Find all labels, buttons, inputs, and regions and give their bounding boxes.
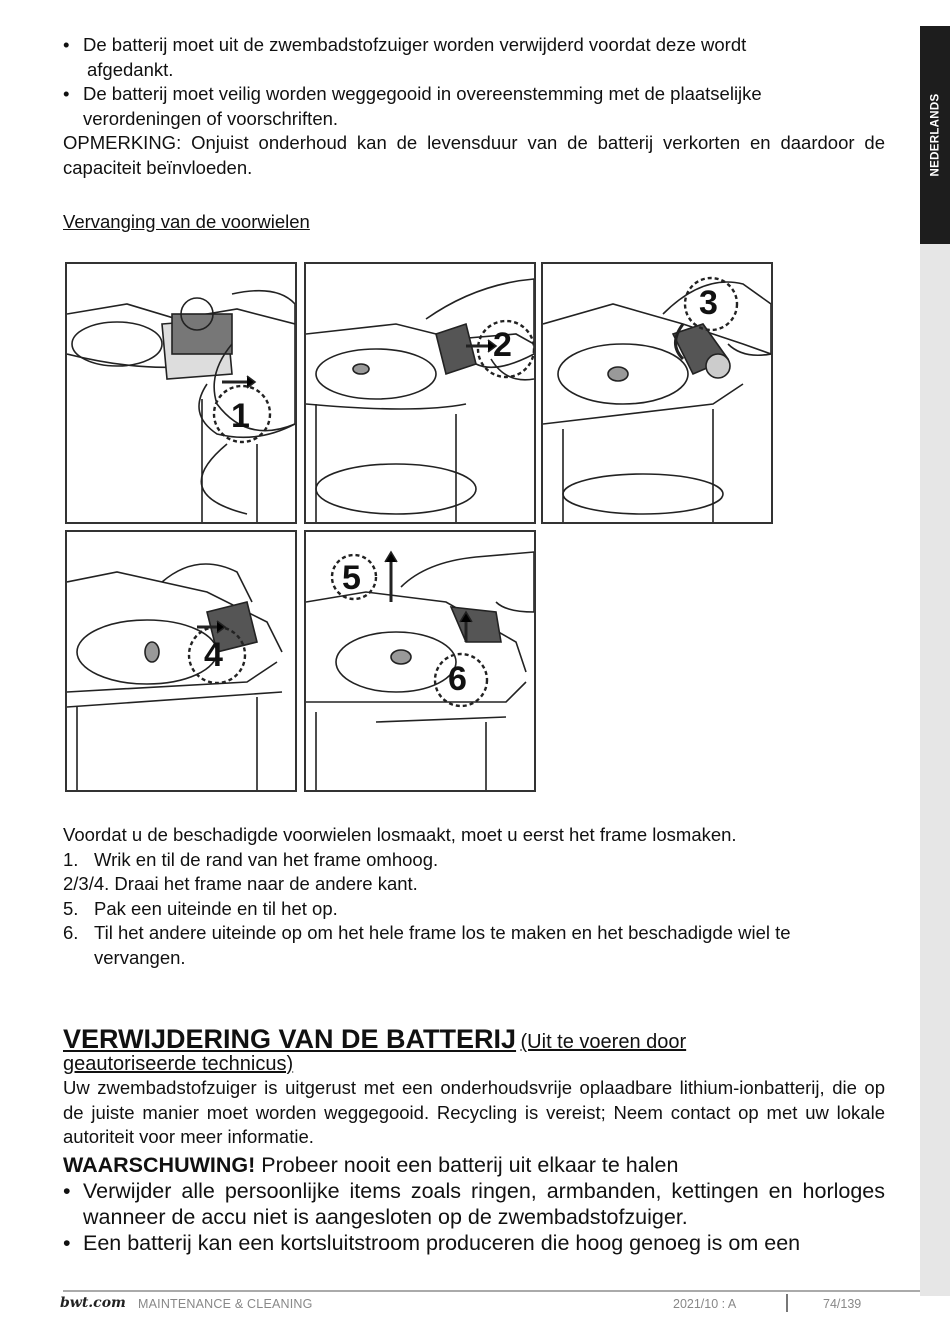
instruction-step-text: Wrik en til de rand van het frame omhoog. [94, 848, 439, 870]
step-number-6: 6 [448, 660, 467, 698]
panel-2-illustration [306, 264, 534, 522]
section-subtitle: (Uit te voeren door [520, 1031, 687, 1053]
instruction-step [63, 848, 885, 873]
step-number-3: 3 [699, 284, 718, 322]
instruction-step [63, 897, 885, 922]
instruction-step [63, 872, 885, 897]
wheel-replacement-figure [65, 262, 780, 792]
intro-bullet-line: De batterij moet uit de zwembadstofzuiger worden verwijderd voordat deze wordt [83, 34, 747, 55]
footer-section-name: MAINTENANCE & CLEANING [138, 1297, 313, 1311]
footer-divider [63, 1290, 920, 1292]
panel-4-illustration [67, 532, 295, 790]
footer-separator [786, 1294, 788, 1312]
footer-logo: bwt.com [60, 1295, 126, 1311]
step-number-5: 5 [342, 559, 361, 597]
instructions [63, 823, 885, 970]
footer-page-number: 74/139 [823, 1297, 862, 1311]
instruction-step-number: 1. [63, 848, 79, 870]
note-text: OPMERKING: Onjuist onderhoud kan de levensduur van de batterij verkorten en daardoor de capaciteit beïnvloeden. [63, 132, 885, 178]
language-tab-label-wrap [920, 26, 950, 244]
warning-label: WAARSCHUWING! [63, 1152, 256, 1177]
warning-text: Probeer nooit een batterij uit elkaar te halen [255, 1152, 679, 1177]
step-number-4: 4 [204, 636, 223, 674]
warning-bullet: • Een batterij kan een kortsluitstroom produceren die hoog genoeg is om een [63, 1230, 885, 1256]
language-tab-label: NEDERLANDS [929, 93, 941, 177]
instruction-step-text: 2/3/4. Draai het frame naar de andere kant. [63, 873, 418, 894]
intro-bullet-line: verordeningen of voorschriften. [83, 107, 339, 129]
step-number-2: 2 [493, 326, 512, 364]
figure-panel-1 [65, 262, 297, 524]
instruction-step-text: Pak een uiteinde en til het op. [94, 897, 338, 919]
section-subtitle-cont: geautoriseerde technicus) [63, 1053, 294, 1075]
footer-version: 2021/10 : A [673, 1297, 737, 1311]
panel-1-illustration [67, 264, 295, 522]
subheading: Vervanging van de voorwielen [63, 211, 310, 232]
figure-panel-5-6 [304, 530, 536, 792]
intro-block [63, 33, 885, 180]
figure-panel-4 [65, 530, 297, 792]
intro-bullet [63, 33, 885, 82]
panel-5-6-illustration [306, 532, 534, 790]
section-title: VERWIJDERING VAN DE BATTERIJ [63, 1024, 517, 1054]
warning-line [63, 1152, 885, 1178]
figure-panel-2 [304, 262, 536, 524]
intro-bullet [63, 82, 885, 131]
instruction-step-number: 5. [63, 897, 79, 919]
instruction-step-text: Til het andere uiteinde op om het hele frame los te maken en het beschadigde wiel te vervangen. [94, 922, 791, 968]
intro-bullet-line: afgedankt. [87, 58, 174, 80]
instruction-step [63, 921, 885, 970]
step-number-1: 1 [231, 397, 250, 435]
figure-panel-3 [541, 262, 773, 524]
warning-bullet: • Verwijder alle persoonlijke items zoals ringen, armbanden, kettingen en horloges wanneer de accu niet is aangesloten op de zwembadstofzuiger. [63, 1178, 885, 1230]
instruction-step-number: 6. [63, 922, 79, 943]
instructions-intro: Voordat u de beschadigde voorwielen losmaakt, moet u eerst het frame losmaken. [63, 824, 737, 845]
intro-bullet-line: De batterij moet veilig worden weggegooid in overeenstemming met de plaatselijke [83, 83, 762, 104]
side-strip [920, 244, 950, 1296]
panel-3-illustration [543, 264, 771, 522]
battery-removal-section [63, 1024, 885, 1256]
section-body: Uw zwembadstofzuiger is uitgerust met een onderhoudsvrije oplaadbare lithium-ionbatterij, die op de juiste manier moet worden weggegooid. Recycling is vereist; Neem contact op met uw lokale autoriteit voor meer informatie. [63, 1077, 885, 1147]
